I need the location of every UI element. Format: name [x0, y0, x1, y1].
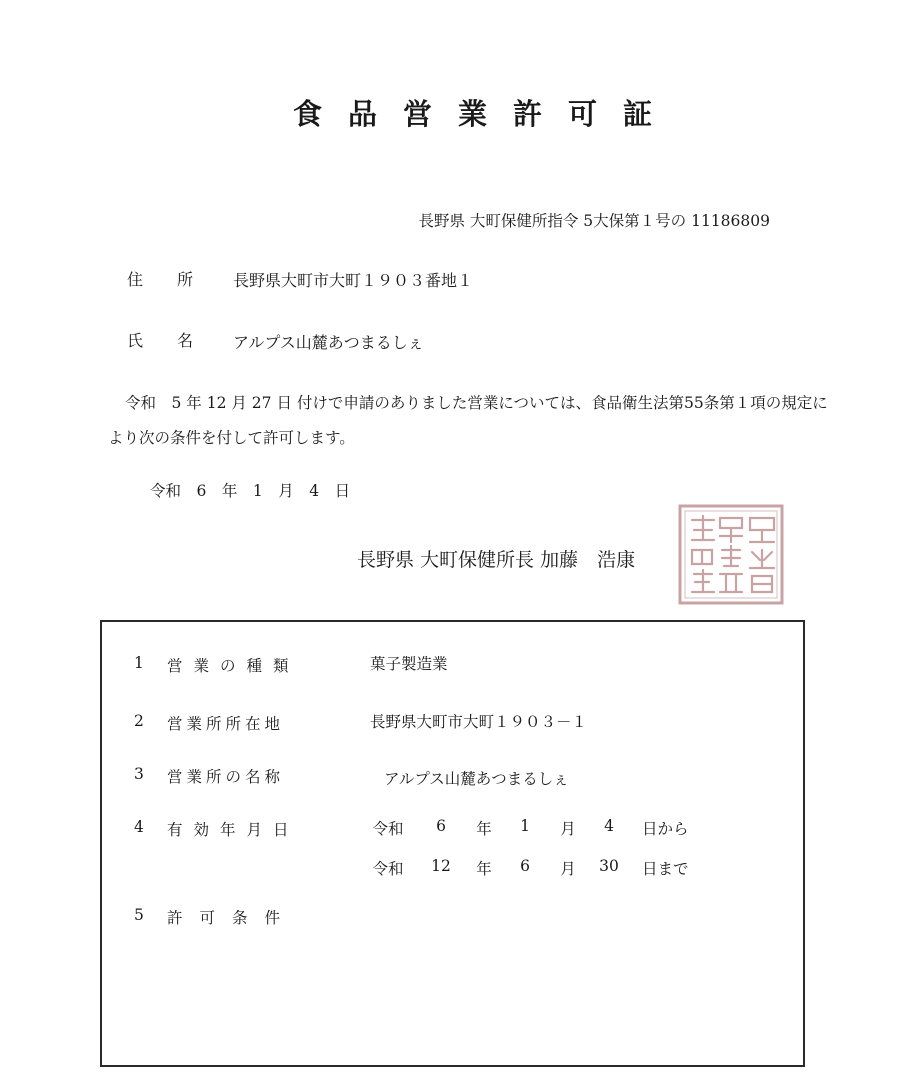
validity-to-year-unit: 年	[476, 860, 492, 878]
validity-to-suffix: 日まで	[642, 860, 689, 878]
business-address-value: 長野県大町市大町１９０３－１	[370, 713, 588, 731]
row-number: 4	[134, 818, 144, 836]
business-name-label: 営業所の名称	[167, 768, 285, 786]
validity-from-month: 1	[520, 817, 530, 835]
validity-from-year-unit: 年	[476, 820, 492, 838]
validity-to-year: 12	[431, 857, 451, 875]
name-value: アルプス山麓あつまるしぇ	[233, 333, 424, 352]
permit-details-box	[100, 620, 805, 1067]
permit-statement: 令和 5 年 12 月 27 日 付けで申請のありました営業については、食品衛生法第55条第１項の規定により次の条件を付して許可します。	[108, 394, 828, 447]
permit-conditions-label: 許可条件	[167, 909, 298, 927]
address-label: 住所	[127, 270, 228, 289]
row-number: 3	[134, 765, 144, 783]
validity-to-day: 30	[599, 857, 619, 875]
business-name-value: アルプス山麓あつまるしぇ	[384, 770, 569, 788]
validity-from-month-unit: 月	[560, 820, 576, 838]
business-type-value: 菓子製造業	[370, 655, 448, 673]
name-label: 氏名	[127, 331, 228, 350]
validity-to-month-unit: 月	[560, 860, 576, 878]
document-title: 食品営業許可証	[292, 97, 678, 131]
row-number: 5	[134, 906, 144, 924]
validity-to-era: 令和	[372, 860, 404, 878]
issue-date: 令和 6 年 1 月 4 日	[150, 482, 351, 500]
validity-from-day: 4	[604, 817, 614, 835]
row-number: 2	[134, 712, 144, 730]
address-value: 長野県大町市大町１９０３番地１	[233, 271, 474, 290]
row-number: 1	[134, 654, 144, 672]
validity-from-year: 6	[436, 817, 446, 835]
validity-from-era: 令和	[372, 820, 404, 838]
validity-period-label: 有効年月日	[167, 821, 300, 839]
official-seal-icon	[676, 502, 786, 607]
permit-number: 長野県 大町保健所指令 5大保第１号の 11186809	[418, 212, 770, 230]
business-type-label: 営業の種類	[167, 657, 300, 675]
validity-to-month: 6	[520, 857, 530, 875]
issuer-name: 長野県 大町保健所長 加藤 浩康	[357, 549, 636, 571]
validity-from-suffix: 日から	[642, 820, 689, 838]
business-address-label: 営業所所在地	[167, 715, 285, 733]
